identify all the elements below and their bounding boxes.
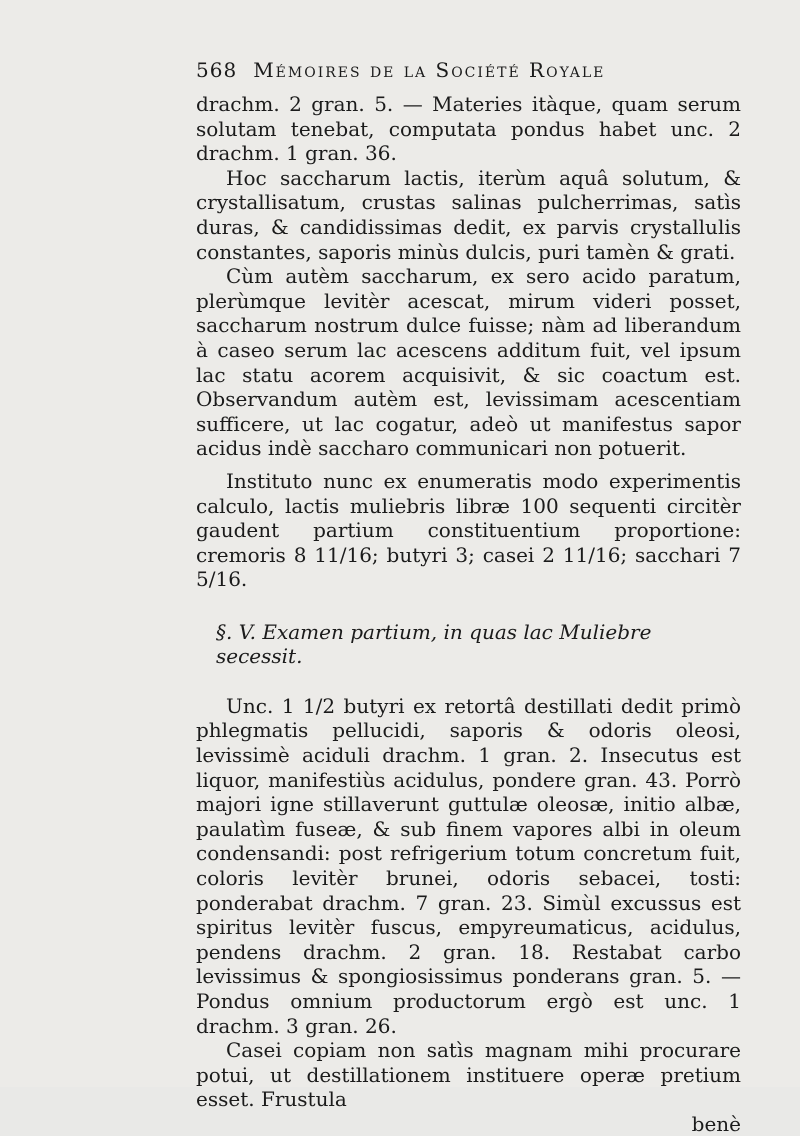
paragraph-casei: Casei copiam non satìs magnam mihi procurare potui, ut destillationem instituere operæ pretium esset. Frustula	[196, 1038, 741, 1112]
paragraph-saccharum: Hoc saccharum lactis, iterùm aquâ solutum, & crystallisatum, crustas salinas pulcherrimas, satìs duras, & candidissimas dedit, ex parvis crystallulis constantes, saporis minùs dulcis, puri tamèn & grati.	[196, 165, 741, 264]
catchword: benè	[691, 1111, 741, 1136]
page-content	[196, 58, 741, 1136]
paragraph-continuation: drachm. 2 gran. 5. — Materies itàque, quam serum solutam tenebat, computata pondus habet unc. 2 drachm. 1 gran. 36.	[196, 92, 741, 166]
section-title: §. V. Examen partium, in quas lac Muliebre secessit.	[216, 619, 652, 668]
paragraph-proportione: Instituto nunc ex enumeratis modo experimentis calculo, lactis muliebris libræ 100 sequenti circitèr gaudent partium constituentium proportione: cremoris 8 11/16; butyri 3; casei 2 11/16; sacchari 7 5/16.	[196, 468, 741, 592]
paragraph-spacer	[196, 461, 741, 469]
paragraph-butyri: Unc. 1 1/2 butyri ex retortâ destillati dedit primò phlegmatis pellucidi, saporis & odoris oleosi, levissimè aciduli drachm. 1 gran. 2. Insecutus est liquor, manifestiùs acidulus, pondere gran. 43. Porrò majori igne stillaverunt guttulæ oleosæ, initio albæ, paulatìm fuseæ, & sub finem vapores albi in oleum condensandi: post refrigerium totum concretum fuit, coloris levitèr brunei, odoris sebacei, tosti: ponderabat drachm. 7 gran. 23. Simùl excussus est spiritus levitèr fuscus, empyreumaticus, acidulus, pendens drachm. 2 gran. 18. Restabat carbo levissimus & spongiosissimus ponderans gran. 5. — Pondus omnium productorum ergò est unc. 1 drachm. 3 gran. 26.	[196, 693, 741, 1038]
page-header	[196, 58, 741, 92]
paragraph-acescentia: Cùm autèm saccharum, ex sero acido paratum, plerùmque levitèr acescat, mirum videri posset, saccharum nostrum dulce fuisse; nàm ad liberandum à caseo serum lac acescens additum fuit, vel ipsum lac statu acorem acquisivit, & sic coactum est. Observandum autèm est, levissimam acescentiam sufficere, ut lac cogatur, adeò ut manifestus sapor acidus indè saccharo communicari non potuerit.	[196, 264, 741, 461]
running-title: Mémoires de la Société Royale	[253, 58, 606, 82]
page-number: 568	[196, 58, 238, 82]
